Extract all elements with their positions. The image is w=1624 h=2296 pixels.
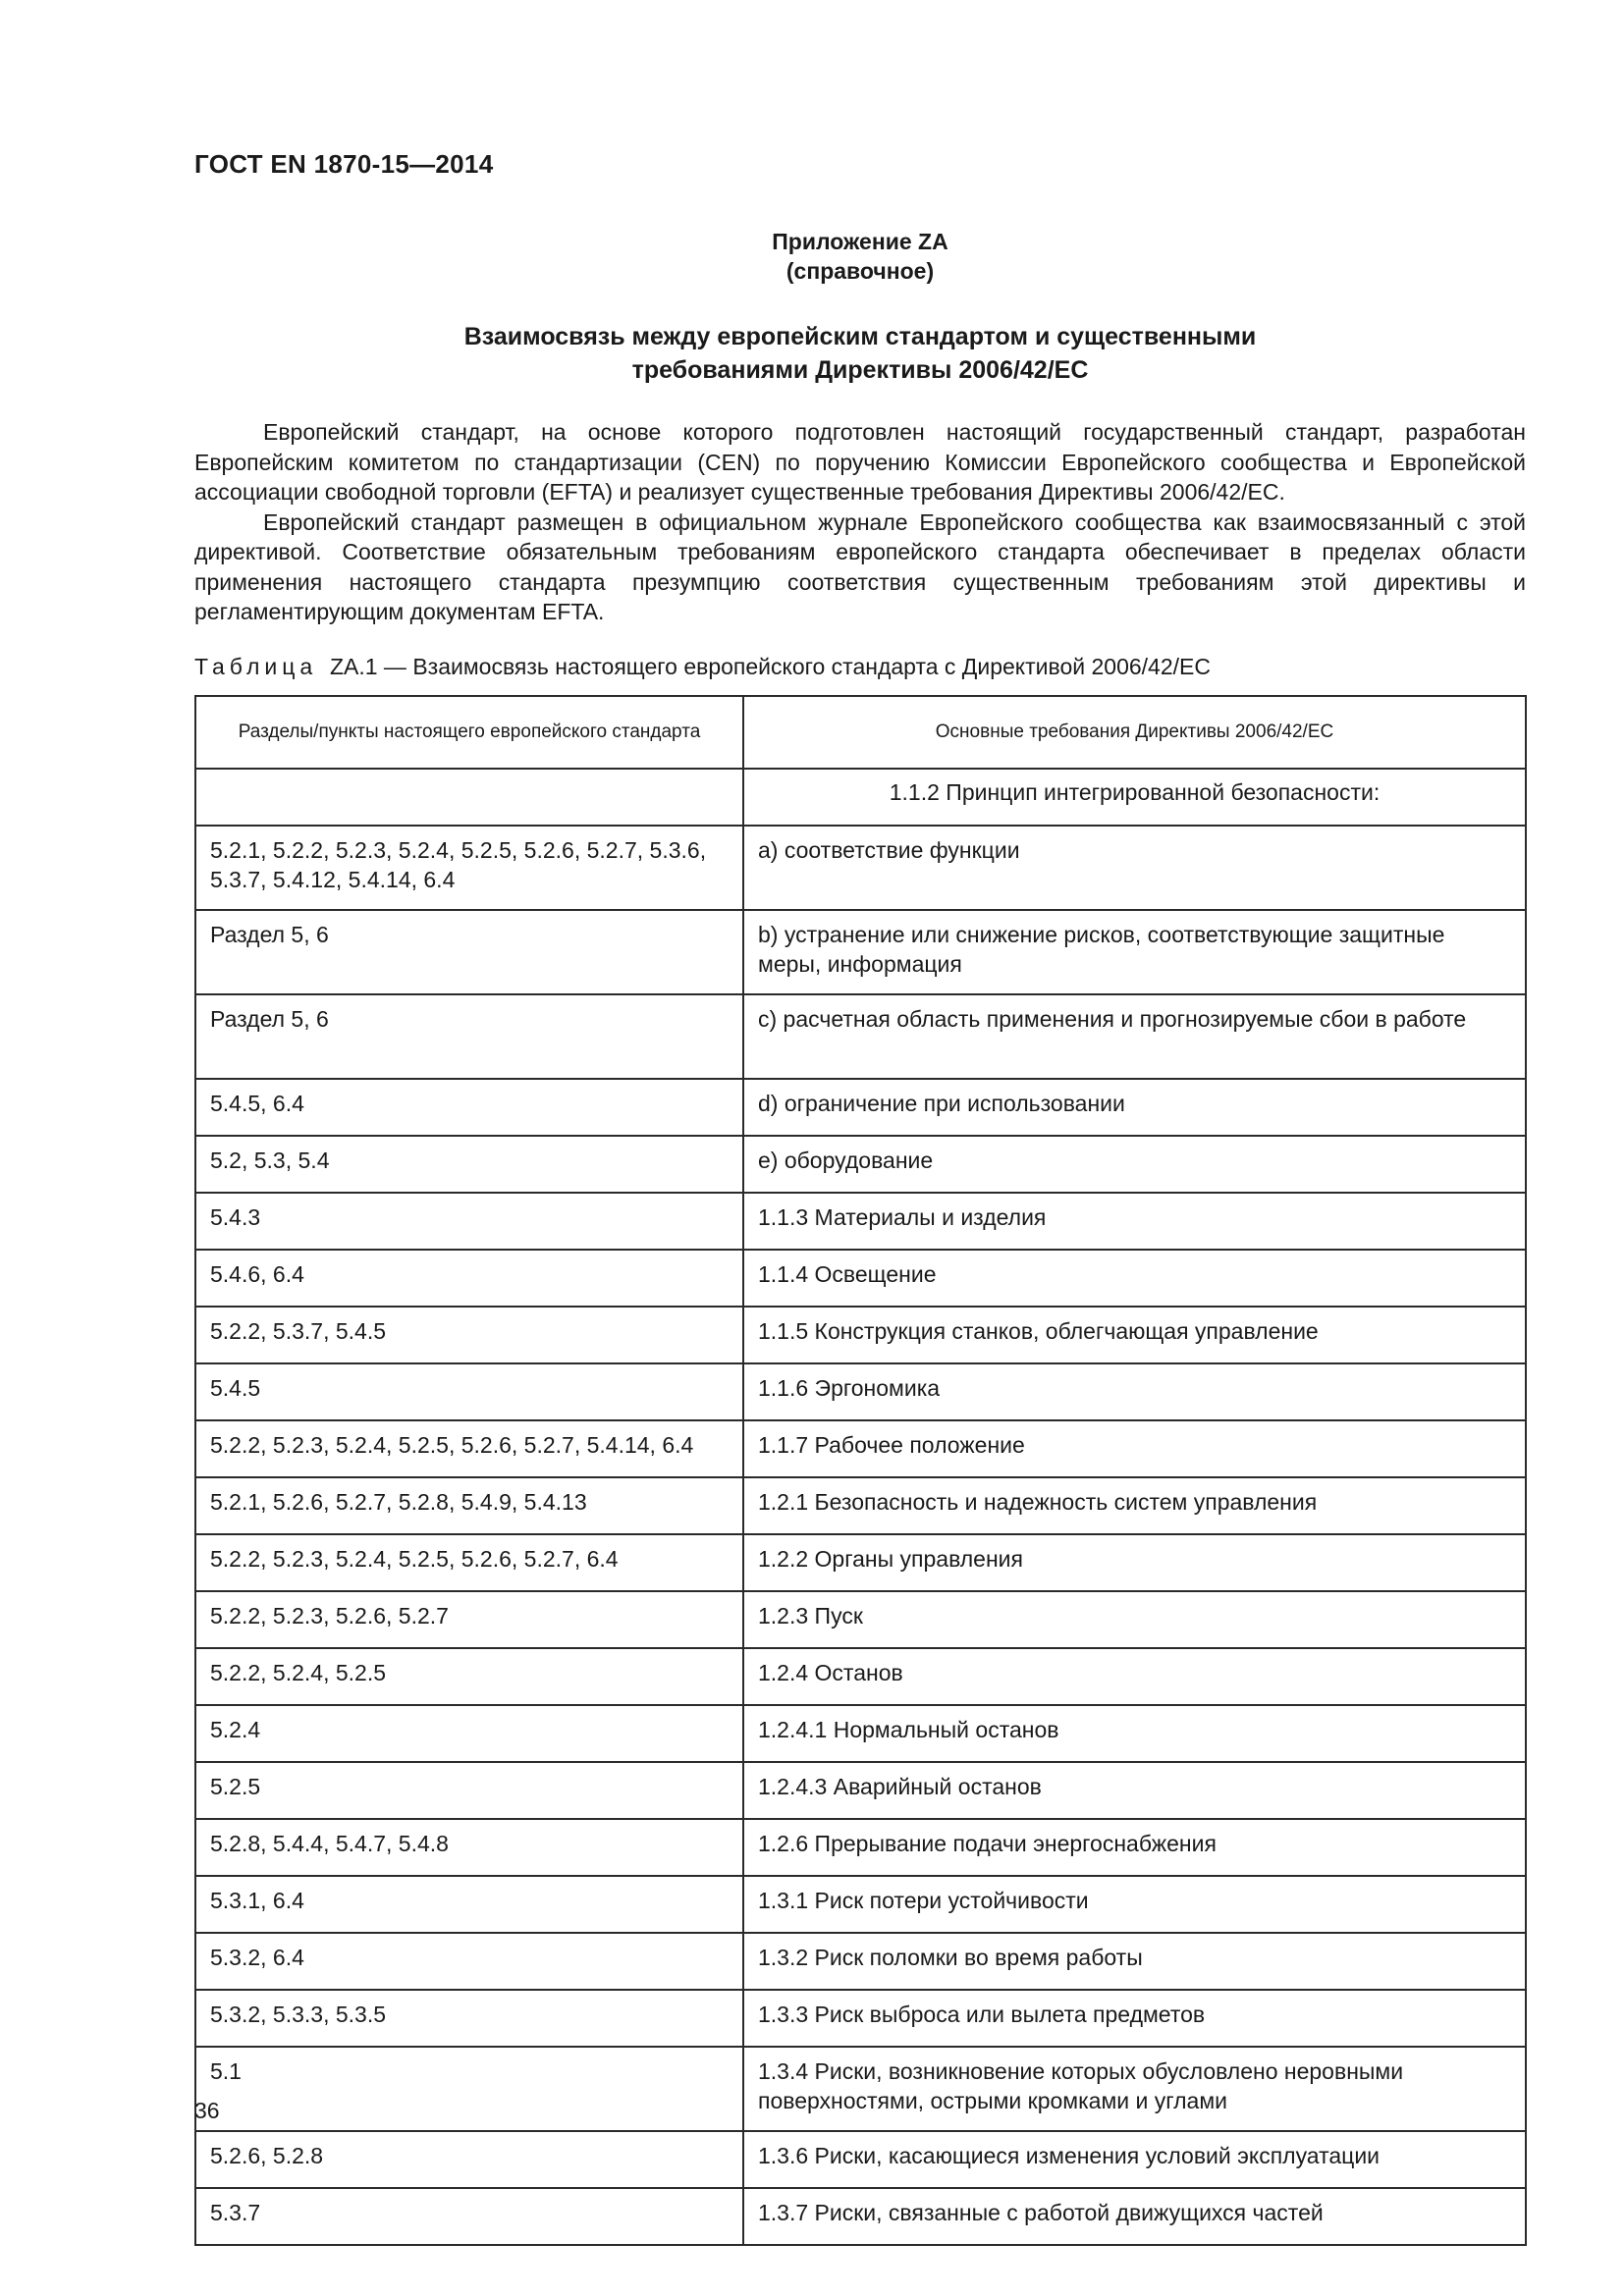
table-row xyxy=(195,1990,1526,2047)
section-cell: Раздел 5, 6 xyxy=(195,994,743,1079)
section-cell: 5.2.2, 5.2.3, 5.2.4, 5.2.5, 5.2.6, 5.2.7, 6.4 xyxy=(195,1534,743,1591)
requirement-cell: 1.3.1 Риск потери устойчивости xyxy=(743,1876,1526,1933)
section-cell: 5.2.2, 5.2.3, 5.2.6, 5.2.7 xyxy=(195,1591,743,1648)
section-cell: 5.3.2, 6.4 xyxy=(195,1933,743,1990)
section-cell: 5.2.1, 5.2.2, 5.2.3, 5.2.4, 5.2.5, 5.2.6, 5.2.7, 5.3.6, 5.3.7, 5.4.12, 5.4.14, 6.4 xyxy=(195,826,743,910)
requirement-cell: e) оборудование xyxy=(743,1136,1526,1193)
section-cell: 5.3.2, 5.3.3, 5.3.5 xyxy=(195,1990,743,2047)
section-cell: 5.2.8, 5.4.4, 5.4.7, 5.4.8 xyxy=(195,1819,743,1876)
table-caption xyxy=(194,654,1211,680)
requirement-cell: 1.1.6 Эргономика xyxy=(743,1363,1526,1420)
table-header-row xyxy=(195,696,1526,769)
requirement-cell: 1.3.4 Риски, возникновение которых обусловлено неровными поверхностями, острыми кромками и углами xyxy=(743,2047,1526,2131)
table-row xyxy=(195,2188,1526,2245)
section-cell: 5.4.6, 6.4 xyxy=(195,1250,743,1307)
table-row xyxy=(195,1819,1526,1876)
requirement-cell: d) ограничение при использовании xyxy=(743,1079,1526,1136)
table-row xyxy=(195,826,1526,910)
title-line-2: требованиями Директивы 2006/42/EC xyxy=(631,356,1089,384)
document-code: ГОСТ EN 1870-15—2014 xyxy=(194,149,494,179)
requirement-cell: 1.1.7 Рабочее положение xyxy=(743,1420,1526,1477)
requirement-cell: 1.1.5 Конструкция станков, облегчающая управление xyxy=(743,1307,1526,1363)
section-cell: 5.2.2, 5.3.7, 5.4.5 xyxy=(195,1307,743,1363)
body-text xyxy=(194,417,1526,627)
requirement-cell: 1.2.4.1 Нормальный останов xyxy=(743,1705,1526,1762)
annex-main-title xyxy=(0,320,1624,387)
table-row xyxy=(195,1591,1526,1648)
requirement-cell: a) соответствие функции xyxy=(743,826,1526,910)
table-row xyxy=(195,1136,1526,1193)
table-row xyxy=(195,1193,1526,1250)
requirement-cell: 1.2.4.3 Аварийный останов xyxy=(743,1762,1526,1819)
annex-heading xyxy=(0,227,1624,286)
requirement-cell: 1.2.1 Безопасность и надежность систем управления xyxy=(743,1477,1526,1534)
annex-status: (справочное) xyxy=(785,258,935,284)
table-row xyxy=(195,2047,1526,2131)
requirement-cell: 1.2.3 Пуск xyxy=(743,1591,1526,1648)
annex-title: Приложение ZA xyxy=(772,229,948,254)
table-row xyxy=(195,910,1526,994)
section-cell: 5.3.1, 6.4 xyxy=(195,1876,743,1933)
table-subheader-cell: 1.1.2 Принцип интегрированной безопасности: xyxy=(743,769,1526,826)
table-row xyxy=(195,1079,1526,1136)
section-cell: 5.2.2, 5.2.3, 5.2.4, 5.2.5, 5.2.6, 5.2.7, 5.4.14, 6.4 xyxy=(195,1420,743,1477)
table-row xyxy=(195,1420,1526,1477)
header-cell-sections: Разделы/пункты настоящего европейского стандарта xyxy=(195,696,743,769)
section-cell: 5.4.5 xyxy=(195,1363,743,1420)
requirement-cell: 1.3.7 Риски, связанные с работой движущихся частей xyxy=(743,2188,1526,2245)
paragraph: Европейский стандарт, на основе которого подготовлен настоящий государственный стандарт, разработан Европейским комитетом по стандартизации (CEN) по поручению Комиссии Европейского сообщества и Европейской ассоциации свободной торговли (EFTA) и реализует существенные требования Директивы 2006/42/EC. xyxy=(194,419,1526,505)
requirement-cell: 1.3.3 Риск выброса или вылета предметов xyxy=(743,1990,1526,2047)
requirement-cell: 1.3.6 Риски, касающиеся изменения условий эксплуатации xyxy=(743,2131,1526,2188)
table-row xyxy=(195,1705,1526,1762)
requirement-cell: b) устранение или снижение рисков, соответствующие защитные меры, информация xyxy=(743,910,1526,994)
table-caption-label: Таблица xyxy=(194,654,318,679)
section-cell: 5.2.5 xyxy=(195,1762,743,1819)
requirement-cell: 1.3.2 Риск поломки во время работы xyxy=(743,1933,1526,1990)
requirement-cell: 1.2.6 Прерывание подачи энергоснабжения xyxy=(743,1819,1526,1876)
table-row xyxy=(195,1307,1526,1363)
table-row xyxy=(195,1250,1526,1307)
section-cell: 5.2.6, 5.2.8 xyxy=(195,2131,743,2188)
section-cell: 5.4.3 xyxy=(195,1193,743,1250)
table-row xyxy=(195,1648,1526,1705)
table-row xyxy=(195,2131,1526,2188)
table-caption-text: ZA.1 — Взаимосвязь настоящего европейского стандарта с Директивой 2006/42/EC xyxy=(329,654,1211,679)
section-cell: Раздел 5, 6 xyxy=(195,910,743,994)
section-cell: 5.3.7 xyxy=(195,2188,743,2245)
paragraph: Европейский стандарт размещен в официальном журнале Европейского сообщества как взаимосвязанный с этой директивой. Соответствие обязательным требованиям европейского стандарта обеспечивает в пределах области применения настоящего стандарта презумпцию соответствия существенным требованиям этой директивы и регламентирующим документам EFTA. xyxy=(194,508,1526,624)
title-line-1: Взаимосвязь между европейским стандартом и существенными xyxy=(463,323,1257,350)
section-cell: 5.2, 5.3, 5.4 xyxy=(195,1136,743,1193)
table-subheader-row xyxy=(195,769,1526,826)
section-cell: 5.2.2, 5.2.4, 5.2.5 xyxy=(195,1648,743,1705)
table-row xyxy=(195,1477,1526,1534)
table-row xyxy=(195,1363,1526,1420)
table-row xyxy=(195,994,1526,1079)
table-row xyxy=(195,1534,1526,1591)
header-cell-requirements: Основные требования Директивы 2006/42/EC xyxy=(743,696,1526,769)
table-row xyxy=(195,1762,1526,1819)
requirement-cell: 1.2.2 Органы управления xyxy=(743,1534,1526,1591)
section-cell: 5.1 xyxy=(195,2047,743,2131)
section-cell: 5.2.1, 5.2.6, 5.2.7, 5.2.8, 5.4.9, 5.4.13 xyxy=(195,1477,743,1534)
table-cell xyxy=(195,769,743,826)
requirement-cell: 1.1.3 Материалы и изделия xyxy=(743,1193,1526,1250)
table-row xyxy=(195,1876,1526,1933)
section-cell: 5.4.5, 6.4 xyxy=(195,1079,743,1136)
requirement-cell: 1.1.4 Освещение xyxy=(743,1250,1526,1307)
requirement-cell: 1.2.4 Останов xyxy=(743,1648,1526,1705)
requirement-cell: c) расчетная область применения и прогнозируемые сбои в работе xyxy=(743,994,1526,1079)
page-number: 36 xyxy=(194,2098,220,2123)
table-body xyxy=(195,769,1526,2245)
section-cell: 5.2.4 xyxy=(195,1705,743,1762)
requirements-table xyxy=(194,695,1527,2246)
table-row xyxy=(195,1933,1526,1990)
